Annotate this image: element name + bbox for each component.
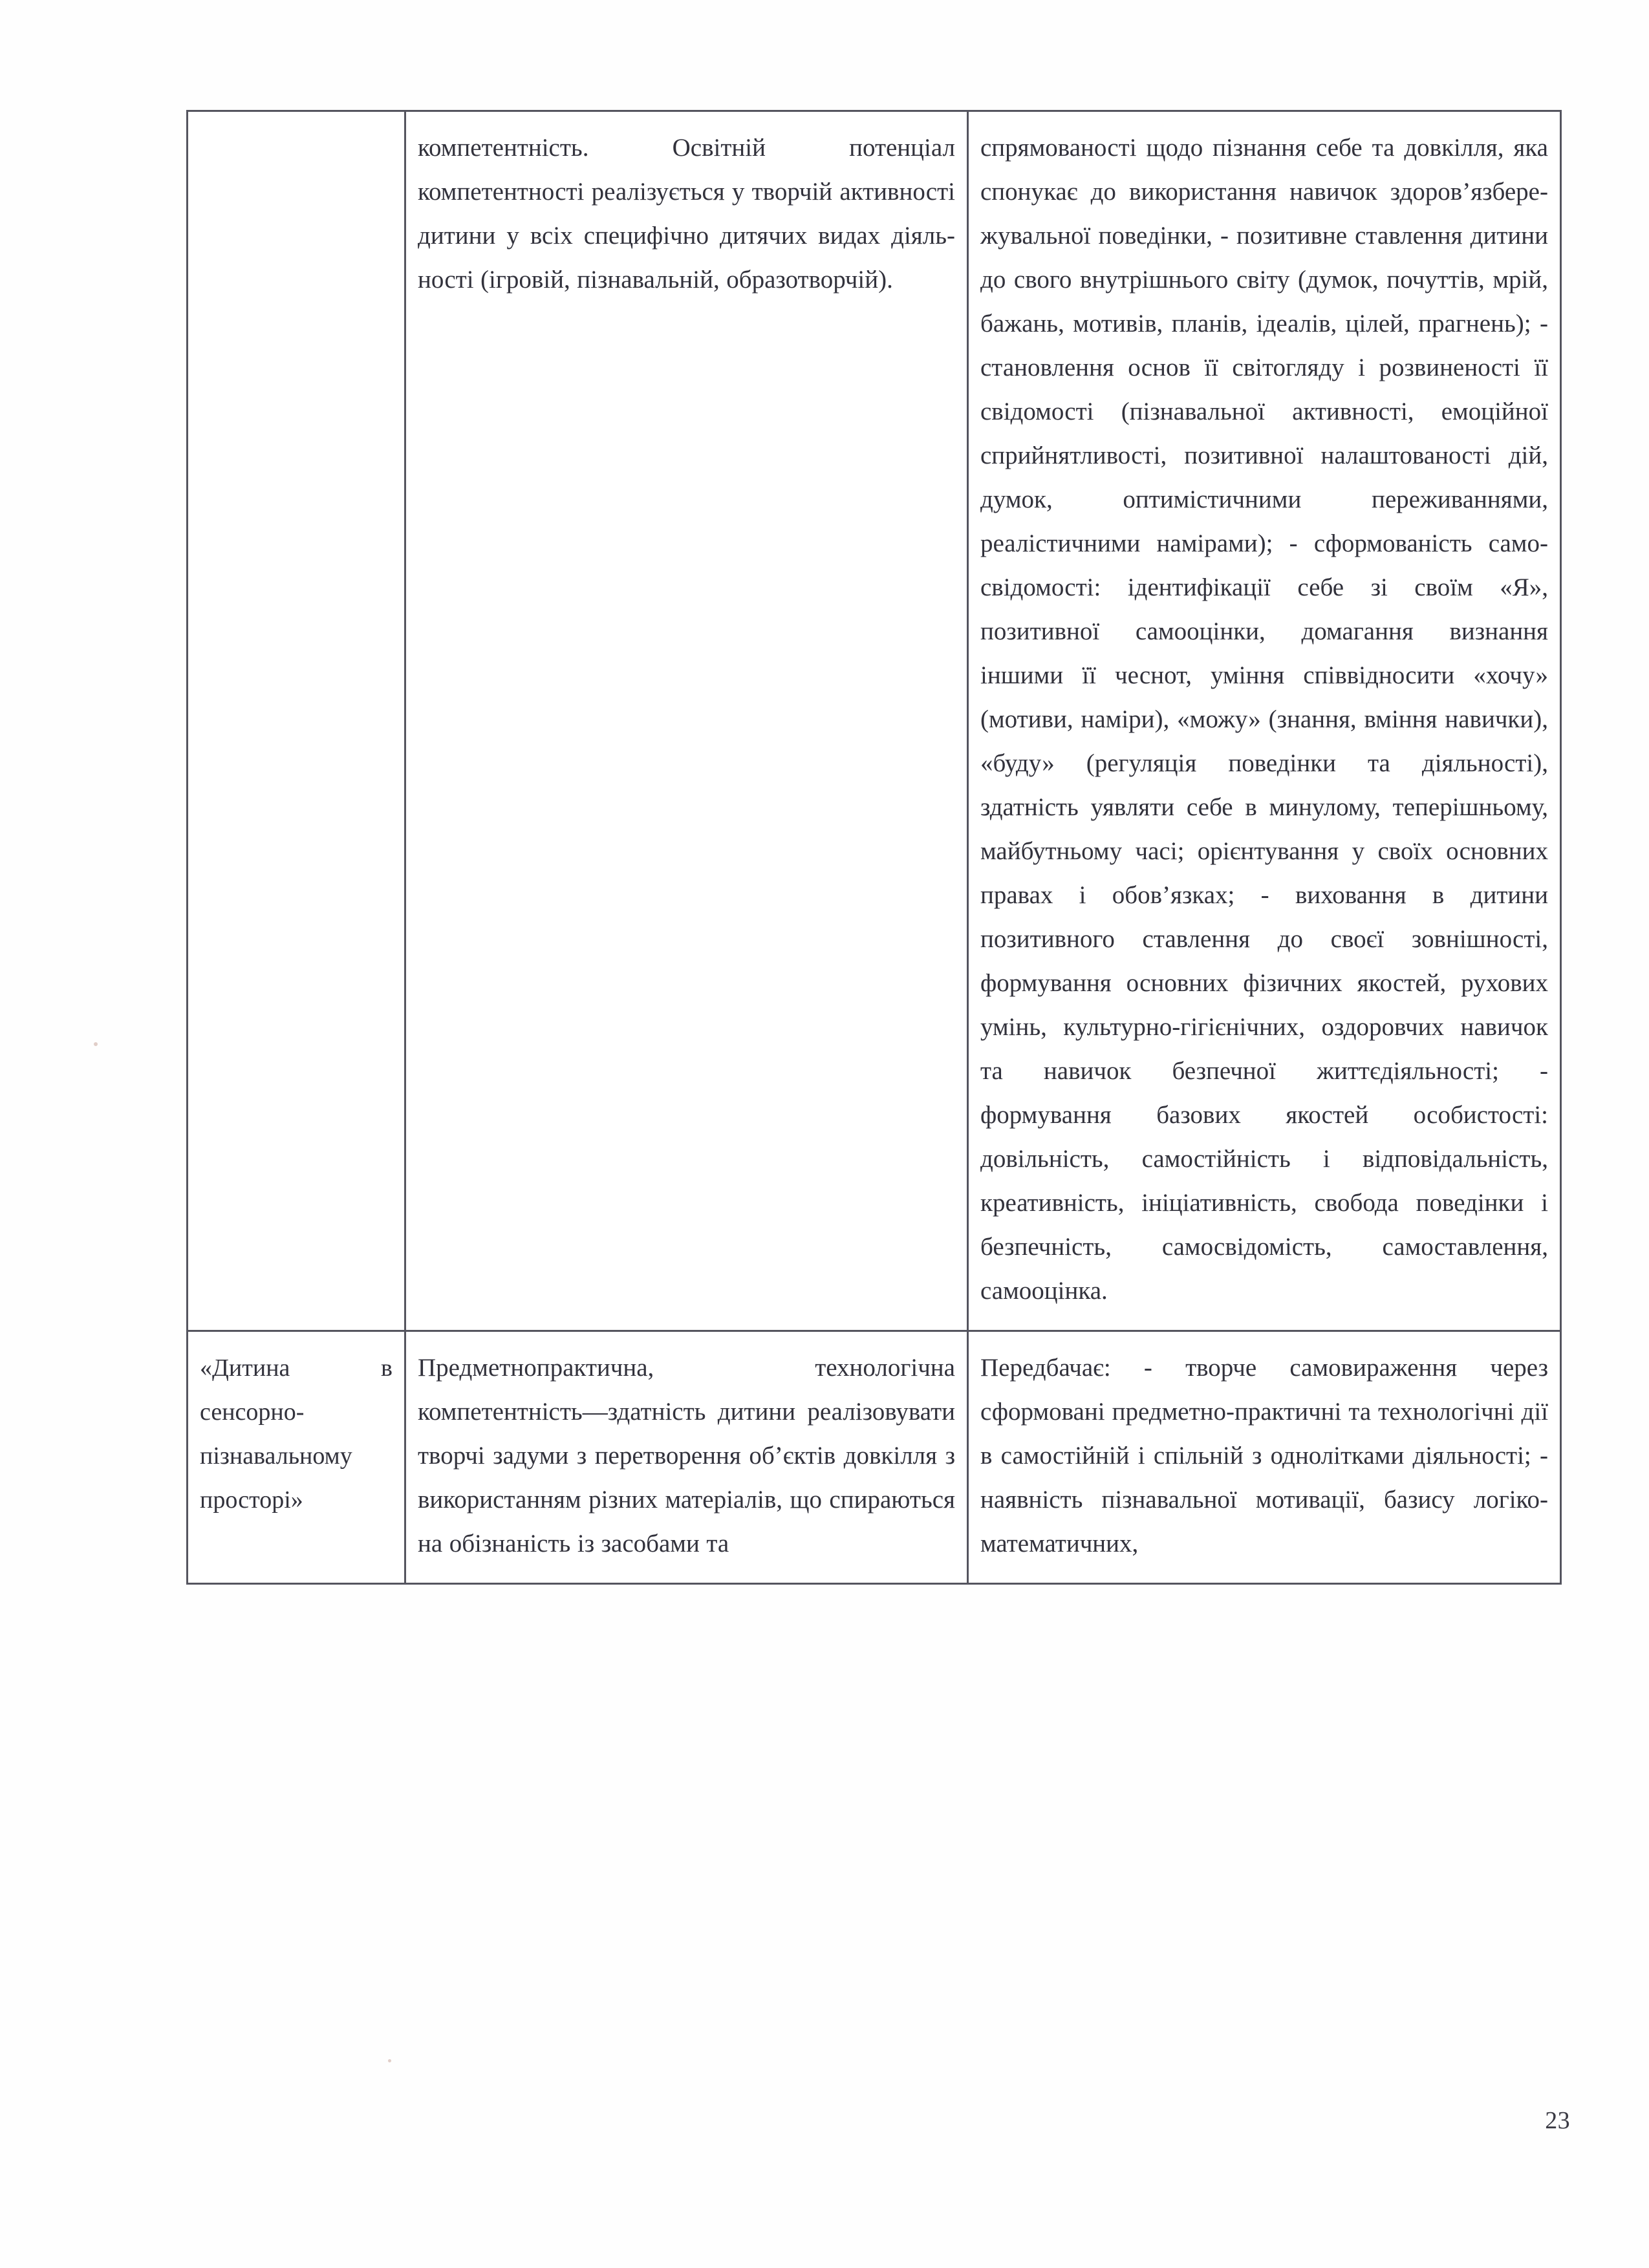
space-label-text: «Дитина в сенсорно-пізнавальному просторі» — [200, 1354, 393, 1514]
description-text: Передбачає: - творче самовираження через сформовані предметно-практичні та технологічні дії в самостійній і спільній з однолітками діяльності; - наявність пізнавальної мотивації, базису логіко-математичних, — [980, 1354, 1548, 1557]
page-number: 23 — [1545, 2107, 1570, 2134]
table-row — [188, 111, 1561, 1331]
competence-table — [186, 110, 1562, 1585]
cell-description — [968, 1331, 1561, 1584]
space-label-text — [200, 126, 393, 152]
competence-text: компетентність. Освітній потенціал компетентності реалізується у творчій активності дитини у всіх специфічно дитячих видах діяльності (ігровій, пізнавальній, образотворчій). — [418, 134, 955, 294]
competence-text: Предметнопрактична, технологічна компетентність—здатність дитини реалізовувати творчі задуми з перетворення об’єктів довкілля з використанням різних матеріалів, що спираються на обізнаність із засобами та — [418, 1354, 955, 1557]
cell-competence — [405, 111, 968, 1331]
description-text: спрямованості щодо пізнання себе та довкілля, яка спонукає до використання навичок здоров’язбережувальної поведінки, - позитивне ставлення дитини до свого внутрішнього світу (думок, почуттів, мрій, бажань, мотивів, планів, ідеалів, цілей, прагнень); - становлення основ її світогляду і розвиненості її свідомості (пізнавальної активності, емоційної сприйнятливості, позитивної налаштованості дій, думок, оптимістичними переживаннями, реалістичними намірами); - сформованість самосвідомості: ідентифікації себе зі своїм «Я», позитивної самооцінки, домагання визнання іншими її чеснот, уміння співвідносити «хочу» (мотиви, наміри), «можу» (знання, вміння навички), «буду» (регуляція поведінки та діяльності), здатність уявляти себе в минулому, теперішньому, майбутньому часі; орієнтування у своїх основних правах і обов’язках; - виховання в дитини позитивного ставлення до своєї зовнішності, формування основних фізичних якостей, рухових умінь, культурно-гігієнічних, оздоровчих навичок та навичок безпечної життєдіяльності; - формування базових якостей особистості: довільність, самостійність і відповідальність, креативність, ініціативність, свобода поведінки і безпечність, самосвідомість, самоставлення, самооцінка. — [980, 134, 1548, 1305]
scan-speck — [94, 1042, 98, 1046]
scan-speck — [388, 2059, 391, 2062]
cell-space-label — [188, 1331, 405, 1584]
cell-description — [968, 111, 1561, 1331]
cell-competence — [405, 1331, 968, 1584]
cell-space-label — [188, 111, 405, 1331]
table-row — [188, 1331, 1561, 1584]
